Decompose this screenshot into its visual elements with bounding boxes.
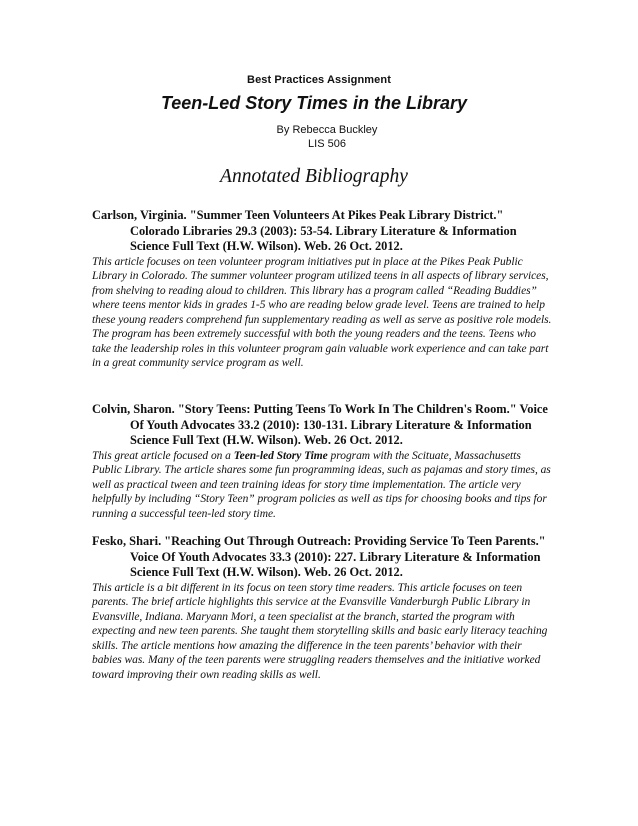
assignment-label: Best Practices Assignment bbox=[247, 74, 391, 86]
bibliography-entry-colvin bbox=[92, 402, 552, 521]
entry-annotation bbox=[92, 581, 552, 683]
entry-annotation bbox=[92, 449, 552, 522]
annotation-text: This article is a bit different in its focus on teen story time readers. This article focuses on teen parents. The brief article highlights this service at the Evansville Vanderburgh Public Library in Evansville, Indiana. Maryann Mori, a teen specialist at the branch, started the program with expecting and new teen parents. She taught them storytelling skills and basic early literacy teaching skills. The article mentions how amazing the difference in the teen parents’ behavior with their babies was. Many of the teen parents were struggling readers themselves and the initiative worked toward improving their own reading skills as well. bbox=[92, 581, 548, 681]
entry-annotation bbox=[92, 255, 552, 371]
section-title: Annotated Bibliography bbox=[220, 166, 408, 187]
bibliography-entry-carlson bbox=[92, 208, 552, 371]
author-line: By Rebecca Buckley bbox=[276, 124, 378, 136]
annotation-emphasis: Teen-led Story Time bbox=[233, 449, 328, 462]
annotation-text: This article focuses on teen volunteer program initiatives put in place at the Pikes Peak Public Library in Colorado. The summer volunteer program utilized teens in all aspects of library services, from shelving to reading aloud to children. This library has a program called “Reading Buddies” where teens mentor kids in grades 1-5 who are reading below grade level. Teens are trained to help these young readers comprehend fun supplementary reading as well as serve as positive role models. The program has been extremely successful with both the young readers and the teens. Teens who take the leadership roles in this volunteer program gain valuable work experience and can take part in a great community service program as well. bbox=[92, 255, 552, 370]
entry-citation: Fesko, Shari. "Reaching Out Through Outreach: Providing Service To Teen Parents." Voice Of Youth Advocates 33.3 (2010): 227. Library Literature & Information Science Full Text (H.W. Wilson). Web. 26 Oct. 2012. bbox=[92, 534, 546, 579]
annotation-text-continued: program with the Scituate, Massachusetts Public Library. The article shares some fun programming ideas, such as pajamas and story times, as well as practical tween and teen training ideas for story time implementation. The article very helpfully by including “Story Teen” program policies as well as tips for choosing books and tips for running a successful teen-led story time. bbox=[92, 449, 551, 520]
entry-citation: Colvin, Sharon. "Story Teens: Putting Teens To Work In The Children's Room." Voice Of Youth Advocates 33.2 (2010): 130-131. Library Literature & Information Science Full Text (H.W. Wilson). Web. 26 Oct. 2012. bbox=[92, 402, 548, 447]
document-title: Teen-Led Story Times in the Library bbox=[160, 93, 468, 113]
annotation-text: This great article focused on a bbox=[92, 449, 234, 462]
course-code: LIS 506 bbox=[308, 138, 346, 150]
entry-citation: Carlson, Virginia. "Summer Teen Volunteers At Pikes Peak Library District." Colorado Libraries 29.3 (2003): 53-54. Library Literature & Information Science Full Text (H.W. Wilson). Web. 26 Oct. 2012. bbox=[92, 208, 517, 253]
bibliography-entry-fesko bbox=[92, 534, 552, 682]
